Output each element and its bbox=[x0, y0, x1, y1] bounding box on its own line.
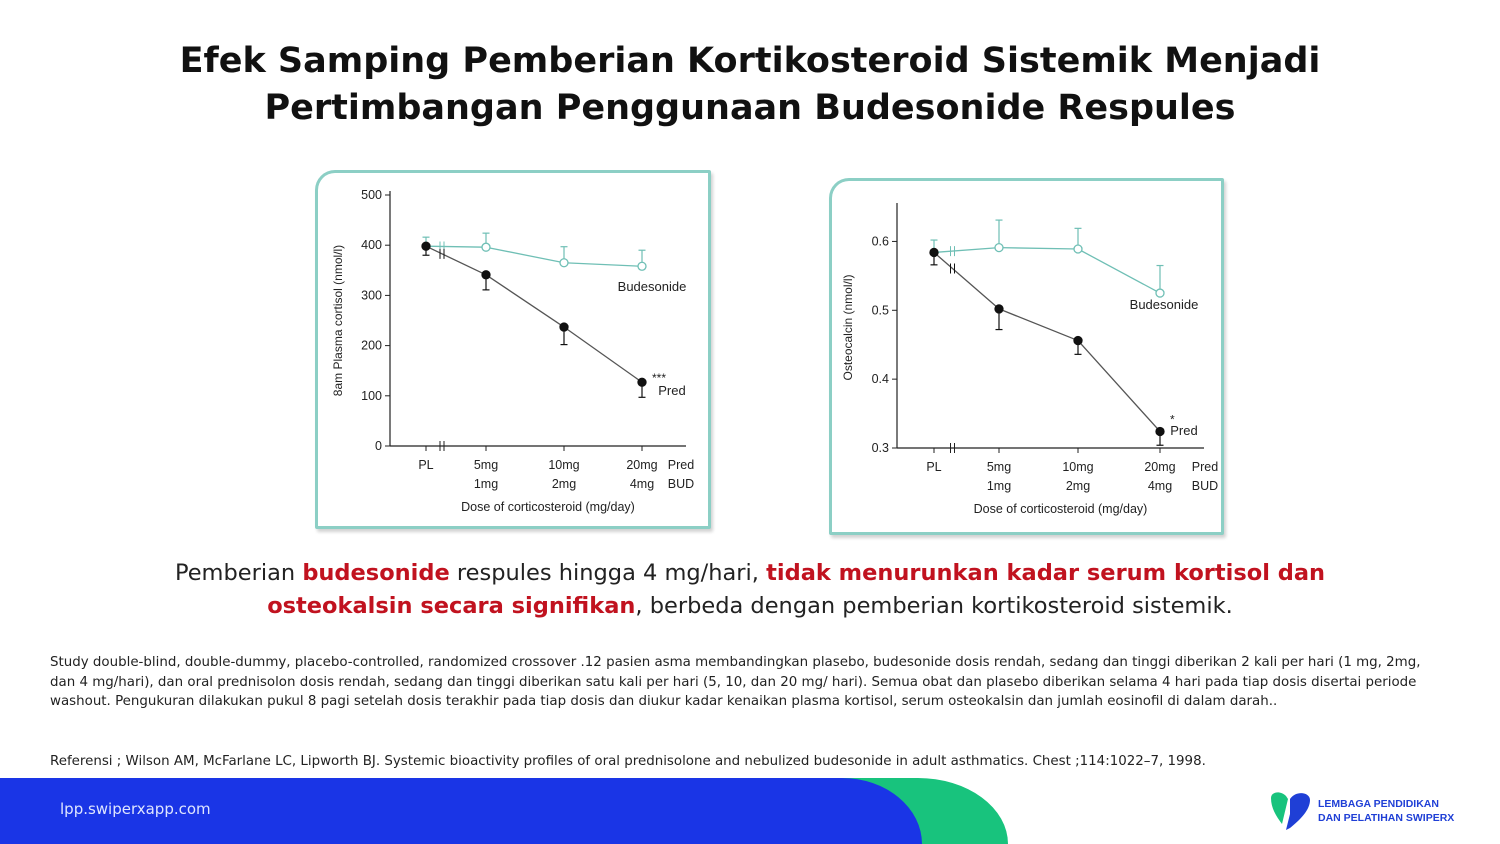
x-tick-label-bud: 1mg bbox=[473, 477, 499, 491]
budesonide-point bbox=[1074, 245, 1082, 253]
budesonide-line-segment bbox=[486, 247, 564, 263]
pred-line-segment bbox=[1078, 341, 1160, 432]
budesonide-line-segment bbox=[564, 263, 642, 267]
row-label-bud: BUD bbox=[667, 477, 695, 491]
budesonide-line-segment bbox=[426, 246, 486, 247]
budesonide-series-label: Budesonide bbox=[1129, 297, 1199, 312]
pred-point bbox=[422, 242, 430, 250]
y-tick-label: 500 bbox=[361, 188, 382, 202]
significance-marker: * bbox=[1170, 412, 1175, 427]
pred-line-segment bbox=[934, 252, 999, 308]
significance-marker: *** bbox=[652, 371, 667, 386]
pred-point bbox=[638, 378, 646, 386]
x-tick-label-pred: 20mg bbox=[1144, 460, 1176, 474]
footer-url-link[interactable]: lpp.swiperxapp.com bbox=[60, 800, 211, 818]
x-axis-label: Dose of corticosteroid (mg/day) bbox=[973, 502, 1148, 516]
study-note: Study double-blind, double-dummy, placebo-controlled, randomized crossover .12 pasien asma membandingkan plasebo, budesonide dosis rendah, sedang dan tinggi diberikan 2 kali per hari (1 mg, 2mg, dan 4 mg/hari), dan oral prednisolon dosis rendah, sedang dan tinggi diberikan satu kali per hari (5, 10, dan 20 mg/ hari). Semua obat dan plasebo diberikan selama 4 hari pada tiap dosis disertai periode washout. Pengukuran dilakukan pukul 8 pagi setelah dosis terakhir pada tiap dosis dan diukur kadar kenaikan plasma kortisol, serum osteokalsin dan jumlah eosinofil di dalam darah.. bbox=[50, 655, 1421, 709]
budesonide-line-segment bbox=[999, 248, 1078, 249]
y-tick-label: 0.3 bbox=[871, 441, 889, 455]
x-tick-label-bud: 2mg bbox=[551, 477, 577, 491]
x-tick-label-pred: PL bbox=[418, 458, 434, 472]
pred-line-segment bbox=[486, 275, 564, 327]
x-tick-label-bud: 1mg bbox=[986, 479, 1012, 493]
pred-series-label: Pred bbox=[658, 383, 686, 398]
y-tick-label: 300 bbox=[361, 288, 382, 303]
reference-text: Referensi ; Wilson AM, McFarlane LC, Lipworth BJ. Systemic bioactivity profiles of oral prednisolone and nebulized budesonide in adult asthmatics. Chest ;114:1022–7, 1998. bbox=[50, 754, 1206, 769]
y-tick-label: 0.4 bbox=[871, 372, 889, 387]
budesonide-line-segment bbox=[934, 248, 999, 253]
x-tick-label-pred: 5mg bbox=[986, 460, 1012, 474]
summary-part-5: , berbeda dengan pemberian kortikosteroid sistemik. bbox=[635, 593, 1233, 619]
summary-text bbox=[100, 557, 1400, 623]
y-axis-label: Osteocalcin (nmol/l) bbox=[841, 274, 855, 381]
row-label-pred: Pred bbox=[667, 458, 695, 472]
x-tick-label-pred: 5mg bbox=[473, 458, 499, 472]
y-tick-label: 400 bbox=[361, 238, 382, 253]
budesonide-series-label: Budesonide bbox=[617, 279, 687, 294]
x-tick-label-pred: PL bbox=[926, 460, 942, 474]
pred-line-segment bbox=[426, 246, 486, 275]
osteocalcin-chart-panel bbox=[829, 178, 1224, 535]
pred-series-label: Pred bbox=[1170, 423, 1198, 438]
y-tick-label: 200 bbox=[361, 338, 382, 353]
x-tick-label-bud: 2mg bbox=[1065, 479, 1091, 493]
title-line-1: Efek Samping Pemberian Kortikosteroid Sistemik Menjadi bbox=[179, 41, 1321, 81]
summary-highlight-budesonide: budesonide bbox=[302, 560, 450, 586]
summary-part-1: Pemberian bbox=[174, 560, 303, 586]
x-tick-label-pred: 20mg bbox=[626, 458, 658, 472]
pred-point bbox=[1074, 337, 1082, 345]
budesonide-line-segment bbox=[1078, 249, 1160, 293]
pred-point bbox=[1156, 427, 1164, 435]
logo-line-1: LEMBAGA PENDIDIKAN bbox=[1318, 798, 1439, 810]
y-tick-label: 0.6 bbox=[871, 234, 889, 249]
pred-point bbox=[560, 323, 568, 331]
row-label-pred: Pred bbox=[1191, 460, 1219, 474]
pred-line-segment bbox=[999, 309, 1078, 341]
budesonide-point bbox=[1156, 289, 1164, 297]
slide-title bbox=[0, 38, 1500, 132]
x-tick-label-pred: 10mg bbox=[1062, 460, 1094, 474]
cortisol-chart-panel bbox=[315, 170, 711, 529]
summary-highlight-result: tidak menurunkan kadar serum kortisol dan osteokalsin secara signifikan bbox=[267, 560, 1326, 619]
logo-wordmark bbox=[1318, 797, 1454, 825]
pred-line-segment bbox=[564, 327, 642, 382]
y-tick-label: 100 bbox=[361, 388, 382, 403]
x-tick-label-bud: 4mg bbox=[1147, 479, 1173, 493]
budesonide-point bbox=[995, 244, 1003, 252]
osteocalcin-chart bbox=[832, 181, 1227, 538]
cortisol-chart bbox=[318, 173, 714, 532]
title-line-2: Pertimbangan Penggunaan Budesonide Respules bbox=[264, 88, 1236, 128]
budesonide-point bbox=[638, 262, 646, 270]
x-tick-label-bud: 4mg bbox=[629, 477, 655, 491]
x-tick-label-pred: 10mg bbox=[548, 458, 580, 472]
pred-point bbox=[995, 305, 1003, 313]
row-label-bud: BUD bbox=[1191, 479, 1219, 493]
logo-line-2: DAN PELATIHAN SWIPERX bbox=[1318, 812, 1455, 824]
x-axis-label: Dose of corticosteroid (mg/day) bbox=[461, 500, 635, 514]
y-axis-label: 8am Plasma cortisol (nmol/l) bbox=[331, 244, 345, 397]
summary-part-3: respules hingga 4 mg/hari, bbox=[449, 560, 767, 586]
y-tick-label: 0 bbox=[375, 439, 382, 453]
budesonide-point bbox=[482, 243, 490, 251]
pred-point bbox=[930, 248, 938, 256]
budesonide-point bbox=[560, 259, 568, 267]
pred-point bbox=[482, 271, 490, 279]
y-tick-label: 0.5 bbox=[871, 303, 889, 318]
